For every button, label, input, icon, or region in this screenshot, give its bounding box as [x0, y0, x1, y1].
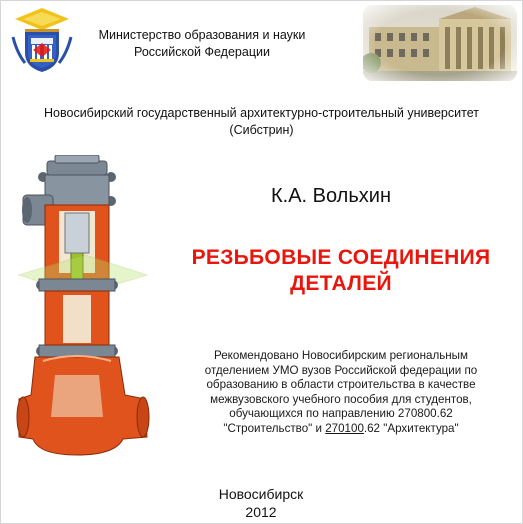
recommendation-line-3: образованию в области строительства в качестве — [206, 378, 476, 392]
city-name: Новосибирск — [218, 486, 304, 502]
recommendation-line-1: Рекомендовано Новосибирским региональным — [214, 349, 468, 362]
direction-code-link[interactable]: 270100 — [325, 421, 364, 435]
recommendation-line-4: межвузовского учебного пособия для студентов, — [210, 392, 472, 406]
title-line-1: РЕЗЬБОВЫЕ СОЕДИНЕНИЯ — [191, 246, 491, 269]
document-title — [171, 245, 511, 297]
valve-cutaway-illustration-icon — [15, 155, 151, 463]
university-heading — [1, 105, 522, 139]
publication-place — [161, 485, 361, 521]
university-line-2: (Сибстрин) — [229, 123, 294, 137]
recommendation-line-2: отделением УМО вузов Российской федерации по — [204, 363, 478, 377]
ministry-line-1: Министерство образования и науки — [98, 28, 306, 42]
ministry-heading — [93, 27, 311, 61]
campus-photo-icon — [363, 5, 517, 81]
university-line-1: Новосибирский государственный архитектурно-строительный университет — [44, 106, 479, 120]
publication-year: 2012 — [245, 504, 277, 520]
ministry-line-2: Российской Федерации — [134, 45, 270, 59]
recommendation-line-6-end: .62 "Архитектура" — [363, 421, 459, 435]
recommendation-line-5: обучающихся по направлению 270800.62 — [229, 407, 453, 421]
university-emblem-icon — [11, 7, 73, 73]
title-line-2: ДЕТАЛЕЙ — [290, 272, 392, 295]
recommendation-line-6-start: "Строительство" и — [223, 421, 326, 435]
recommendation-text — [171, 349, 511, 437]
author-name: К.А. Вольхин — [271, 185, 391, 207]
recommendation-line-6 — [171, 422, 511, 437]
